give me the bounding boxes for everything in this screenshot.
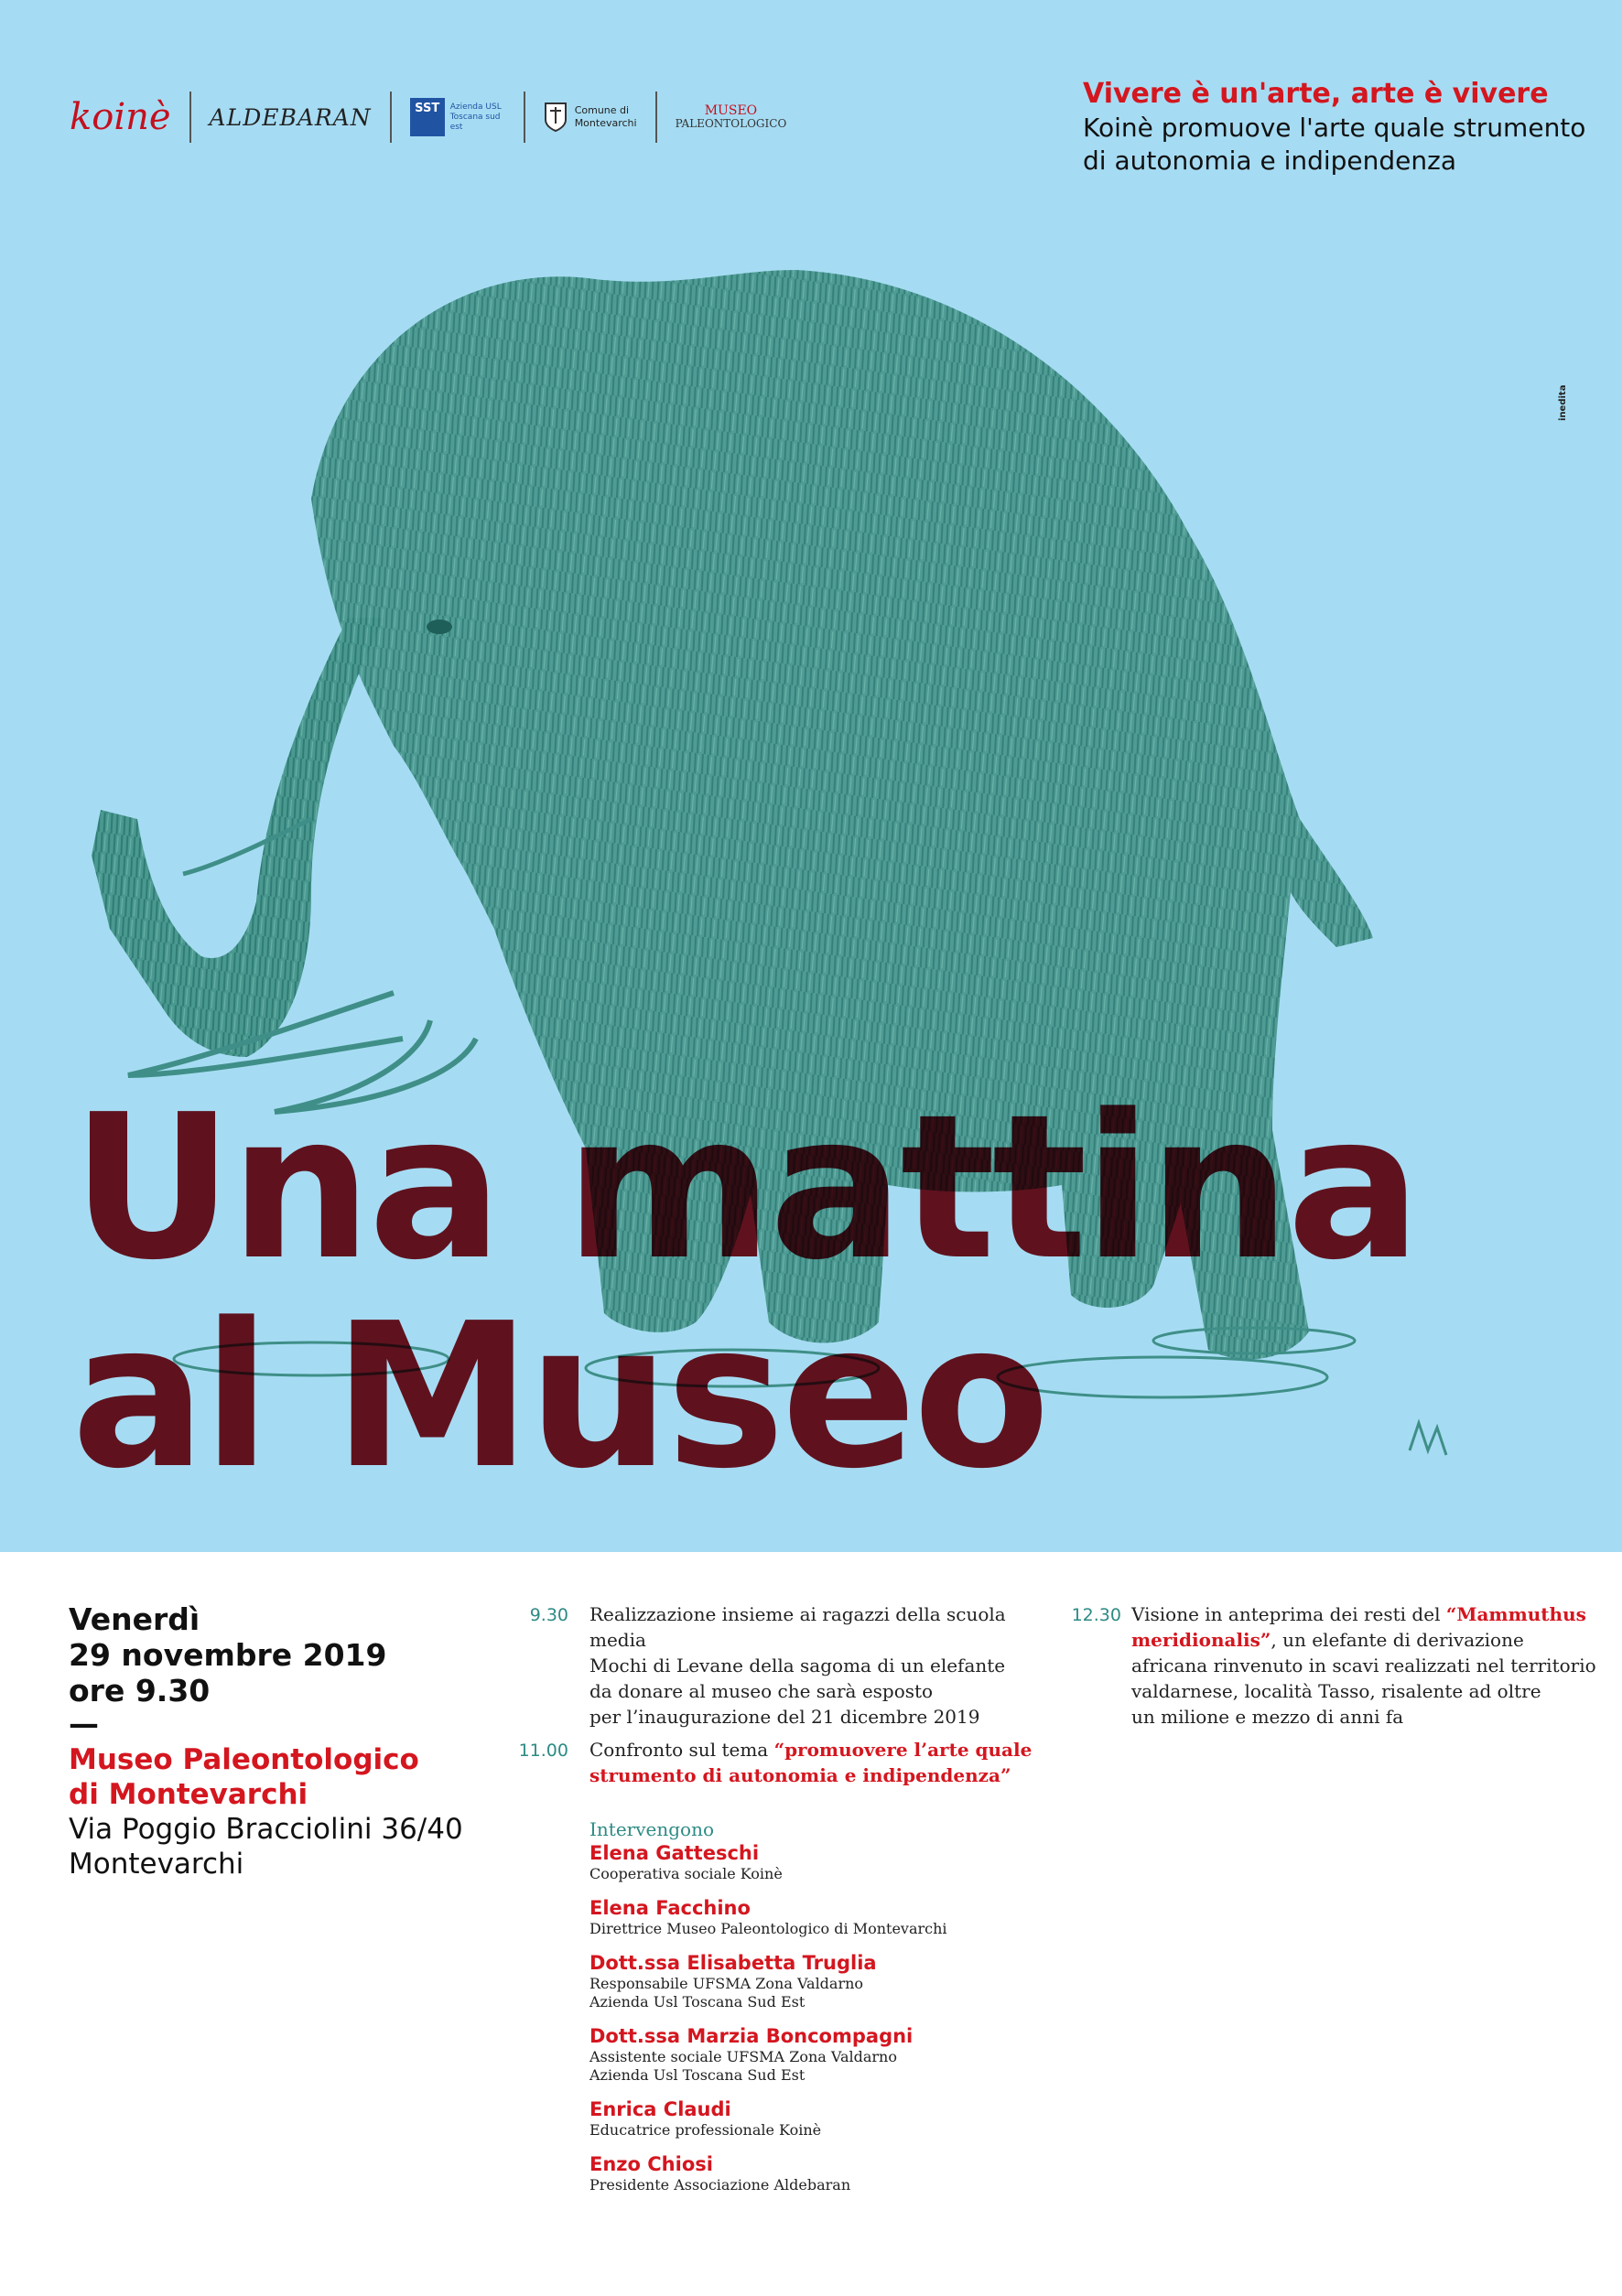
comune-montevarchi-logo: Comune di Montevarchi [525, 92, 657, 143]
koine-logo: koinè [66, 92, 191, 143]
coat-of-arms-icon [544, 102, 568, 133]
program-time: 11.00 [518, 1741, 568, 1761]
slogan-line: di autonomia e indipendenza [1083, 146, 1457, 176]
sst-logo: SST Azienda USL Toscana sud est [392, 92, 525, 143]
slogan-line: Koinè promuove l'arte quale strumento [1083, 113, 1586, 143]
event-day: Venerdì [69, 1601, 200, 1637]
speaker: Elena Facchino Direttrice Museo Paleontologico di Montevarchi [589, 1897, 947, 1937]
title-line: Una mattina [71, 1073, 1418, 1304]
program-time: 12.30 [1071, 1605, 1121, 1625]
program-item-1100: Confronto sul tema “promuovere l’arte quale strumento di autonomia e indipendenza” [589, 1739, 1033, 1786]
speaker: Elena Gatteschi Cooperativa sociale Koinè [589, 1842, 783, 1882]
slogan-title: Vivere è un'arte, arte è vivere [1083, 78, 1549, 110]
mammoth-trunk [92, 618, 384, 1057]
separator-dash: — [69, 1706, 99, 1741]
program-item-930: Realizzazione insieme ai ragazzi della scuola media Mochi di Levane della sagoma di un elefante da donare al museo che sarà esposto per l’inaugurazione del 21 dicembre 2019 [589, 1603, 1006, 1728]
event-info [69, 1601, 508, 1881]
partner-logos [66, 88, 805, 146]
event-time: ore 9.30 [69, 1673, 211, 1709]
poster-title [71, 1073, 1418, 1513]
slogan [1083, 77, 1595, 178]
program-time: 9.30 [529, 1605, 568, 1625]
event-date: 29 novembre 2019 [69, 1637, 387, 1673]
speaker: Enzo Chiosi Presidente Associazione Aldebaran [589, 2153, 851, 2194]
title-line: al Museo [71, 1281, 1047, 1513]
speakers-list [589, 1817, 1065, 2194]
speakers-heading: Intervengono [589, 1818, 714, 1840]
venue-name: Museo Paleontologico di Montevarchi [69, 1743, 419, 1811]
venue-address: Via Poggio Bracciolini 36/40 Montevarchi [69, 1813, 463, 1881]
speaker: Dott.ssa Elisabetta Truglia Responsabile UFSMA Zona Valdarno Azienda Usl Toscana Sud Est [589, 1952, 877, 2010]
speaker: Enrica Claudi Educatrice professionale Koinè [589, 2098, 822, 2139]
aldebaran-logo: ALDEBARAN [191, 92, 392, 143]
program-item-1230: Visione in anteprima dei resti del “Mammuthus meridionalis”, un elefante di derivazione africana rinvenuto in scavi realizzati nel territorio valdarnese, località Tasso, risalente ad oltre un milione e mezzo di anni fa [1131, 1603, 1596, 1728]
museo-paleontologico-logo: MUSEO PALEONTOLOGICO [675, 103, 787, 130]
designer-credit: inedita [1558, 384, 1568, 421]
mammoth-eye [427, 620, 452, 634]
speaker: Dott.ssa Marzia Boncompagni Assistente sociale UFSMA Zona Valdarno Azienda Usl Toscana Sud Est [589, 2025, 914, 2084]
